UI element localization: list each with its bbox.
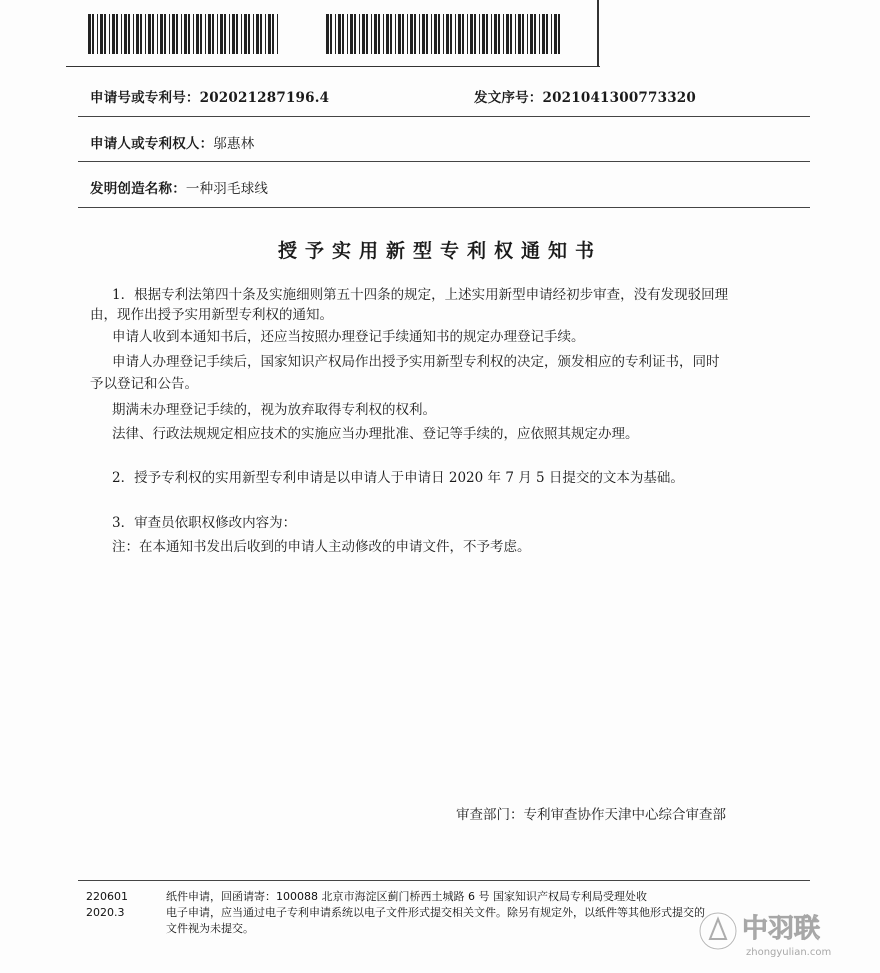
invention-name-row [90, 177, 268, 197]
barcode-left [88, 14, 280, 54]
application-number-label: 申请号或专利号： [90, 90, 200, 106]
paragraph-1-line-7: 法律、行政法规规定相应技术的实施应当办理批准、登记等手续的，应依照其规定办理。 [112, 426, 639, 442]
paragraph-1-line-2: 由，现作出授予实用新型专利权的通知。 [90, 307, 333, 323]
divider-2 [78, 161, 810, 162]
paragraph-1-line-3: 申请人收到本通知书后，还应当按照办理登记手续通知书的规定办理登记手续。 [112, 329, 585, 345]
paragraph-1-line-5: 予以登记和公告。 [90, 376, 198, 392]
footer-line-1: 纸件申请，回函请寄：100088 北京市海淀区蓟门桥西土城路 6 号 国家知识产权局专利局受理处收 [166, 890, 647, 903]
applicant-value: 邬惠林 [213, 136, 255, 152]
applicant-row [90, 132, 254, 152]
divider-1 [78, 116, 810, 117]
applicant-label: 申请人或专利权人： [90, 136, 214, 152]
review-department: 审查部门：专利审查协作天津中心综合审查部 [456, 807, 726, 823]
footer-line-3: 文件视为未提交。 [166, 922, 254, 935]
footer-code-2: 2020.3 [86, 906, 125, 919]
document-number-value: 2021041300773320 [542, 90, 696, 106]
document-title: 授予实用新型专利权通知书 [277, 240, 602, 262]
document-number-label: 发文序号： [474, 90, 543, 106]
footer-divider [78, 880, 810, 881]
invention-name-value: 一种羽毛球线 [185, 181, 269, 197]
divider-3 [78, 207, 810, 208]
header-divider-vertical [597, 0, 599, 66]
watermark-url: zhongyulian.com [746, 947, 832, 958]
paragraph-3-line-1: 3．审查员依职权修改内容为： [112, 515, 297, 531]
application-number-value: 202021287196.4 [199, 90, 330, 106]
paragraph-1-line-1: 1．根据专利法第四十条及实施细则第五十四条的规定，上述实用新型申请经初步审查，没有发现驳回理 [112, 287, 729, 303]
application-number-row [90, 86, 329, 106]
paragraph-2: 2．授予专利权的实用新型专利申请是以申请人于申请日 2020 年 7 月 5 日提交的文本为基础。 [112, 470, 684, 486]
watermark-brand: 中羽联 [742, 914, 821, 944]
header-divider-top [66, 66, 600, 67]
watermark-logo [696, 903, 856, 963]
paragraph-1-line-4: 申请人办理登记手续后，国家知识产权局作出授予实用新型专利权的决定，颁发相应的专利证书，同时 [112, 354, 720, 370]
footer-line-2: 电子申请，应当通过电子专利申请系统以电子文件形式提交相关文件。除另有规定外，以纸件等其他形式提交的 [166, 906, 705, 919]
footer-code-1: 220601 [86, 890, 128, 903]
document-number-row [474, 86, 696, 106]
invention-name-label: 发明创造名称： [90, 181, 186, 197]
barcode-right [326, 14, 560, 54]
paragraph-3-line-2: 注：在本通知书发出后收到的申请人主动修改的申请文件，不予考虑。 [112, 539, 531, 555]
paragraph-1-line-6: 期满未办理登记手续的，视为放弃取得专利权的权利。 [112, 402, 436, 418]
